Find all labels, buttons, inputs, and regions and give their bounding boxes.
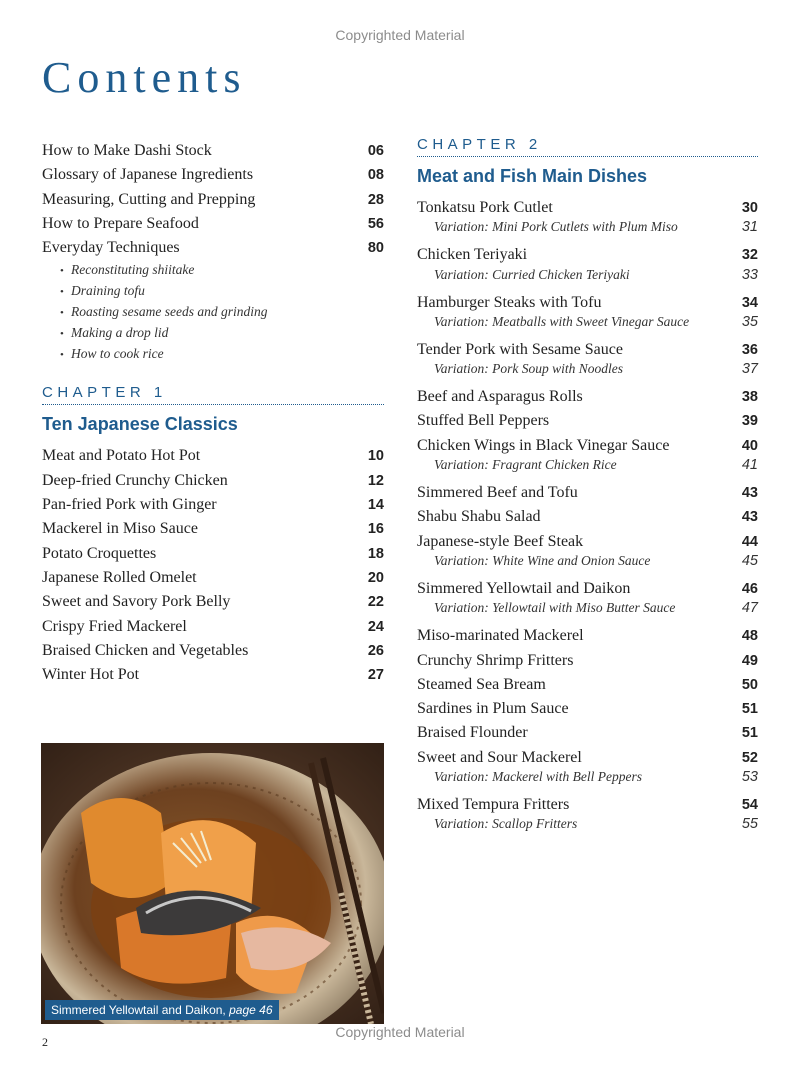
- toc-entry-title: Chicken Wings in Black Vinegar Sauce: [417, 436, 670, 454]
- toc-entry[interactable]: [42, 212, 384, 236]
- toc-variation-title: Variation: Mini Pork Cutlets with Plum Miso: [434, 219, 678, 235]
- toc-entry-title: Simmered Beef and Tofu: [417, 484, 578, 502]
- chapter-1-section: [42, 384, 384, 687]
- toc-entry-title: Braised Chicken and Vegetables: [42, 641, 249, 659]
- chapter-2-entries: [417, 196, 758, 834]
- toc-entry-page: 06: [367, 143, 384, 159]
- toc-entry[interactable]: [417, 649, 758, 673]
- toc-entry-title: Mackerel in Miso Sauce: [42, 520, 198, 538]
- technique-item: [60, 281, 384, 302]
- toc-entry[interactable]: [42, 163, 384, 187]
- toc-variation-page: 31: [741, 219, 758, 236]
- toc-entry-page: 24: [367, 618, 384, 635]
- photo-caption-dish: Simmered Yellowtail and Daikon,: [51, 1003, 226, 1017]
- page-title: Contents: [42, 53, 247, 102]
- toc-entry-page: 27: [367, 667, 384, 684]
- toc-entry-title: Pan-fried Pork with Ginger: [42, 496, 217, 514]
- toc-entry-title: Tonkatsu Pork Cutlet: [417, 199, 553, 216]
- toc-variation-page: 35: [741, 313, 758, 330]
- toc-entry-title: Stuffed Bell Peppers: [417, 412, 550, 430]
- toc-variation-title: Variation: Mackerel with Bell Peppers: [434, 769, 642, 785]
- toc-variation-title: Variation: White Wine and Onion Sauce: [434, 552, 651, 568]
- toc-entry-page: 44: [741, 533, 758, 550]
- toc-entry-page: 14: [367, 497, 384, 514]
- technique-label: Reconstituting shiitake: [71, 262, 195, 278]
- toc-entry[interactable]: [42, 615, 384, 639]
- intro-entries: [42, 139, 384, 260]
- technique-item: [60, 302, 384, 323]
- technique-item: [60, 344, 384, 365]
- toc-entry[interactable]: [42, 517, 384, 541]
- toc-entry-page: 52: [741, 749, 758, 766]
- toc-entry-title: Miso-marinated Mackerel: [417, 627, 584, 645]
- toc-variation[interactable]: [417, 455, 758, 475]
- toc-entry-page: 48: [741, 628, 758, 645]
- toc-variation-page: 41: [741, 457, 758, 474]
- watermark-bottom: Copyrighted Material: [335, 1024, 465, 1040]
- toc-variation[interactable]: [417, 359, 758, 379]
- toc-entry-title: Hamburger Steaks with Tofu: [417, 293, 602, 311]
- photo-caption: [45, 1000, 279, 1020]
- watermark-top: Copyrighted Material: [335, 27, 465, 43]
- technique-label: How to cook rice: [71, 346, 164, 362]
- toc-entry[interactable]: [42, 663, 384, 687]
- toc-entry-page: 34: [741, 294, 758, 311]
- toc-entry-page: 43: [741, 509, 758, 526]
- chapter-title: Meat and Fish Main Dishes: [417, 166, 648, 186]
- toc-entry-page: 10: [367, 448, 384, 465]
- technique-item: [60, 323, 384, 344]
- toc-entry-page: 08: [367, 167, 384, 184]
- techniques-list: [42, 260, 384, 365]
- toc-entry[interactable]: [42, 188, 384, 212]
- toc-variation[interactable]: [417, 814, 758, 834]
- toc-entry-title: How to Make Dashi Stock: [42, 142, 212, 159]
- toc-entry-title: Japanese-style Beef Steak: [417, 532, 584, 550]
- toc-variation-title: Variation: Pork Soup with Noodles: [434, 361, 623, 377]
- toc-entry-page: 51: [741, 701, 758, 718]
- toc-variation-title: Variation: Curried Chicken Teriyaki: [434, 266, 630, 282]
- toc-entry[interactable]: [42, 639, 384, 663]
- toc-entry-page: 36: [741, 341, 758, 358]
- toc-entry[interactable]: [42, 590, 384, 614]
- toc-entry-page: 22: [367, 594, 384, 611]
- toc-entry-page: 18: [367, 545, 384, 562]
- toc-entry-page: 54: [741, 797, 758, 814]
- toc-variation[interactable]: [417, 265, 758, 285]
- toc-entry-title: Beef and Asparagus Rolls: [417, 388, 583, 406]
- photo-caption-page: page 46: [229, 1003, 273, 1017]
- bullet-icon: •: [60, 349, 64, 362]
- toc-entry-page: 80: [367, 240, 384, 257]
- toc-entry-page: 51: [741, 725, 758, 742]
- toc-entry-title: Simmered Yellowtail and Daikon: [417, 579, 631, 597]
- toc-entry-page: 32: [741, 247, 758, 264]
- toc-entry[interactable]: [417, 624, 758, 648]
- toc-entry-page: 12: [367, 472, 384, 489]
- toc-entry[interactable]: [42, 542, 384, 566]
- toc-entry-title: Mixed Tempura Fritters: [417, 796, 570, 814]
- toc-entry[interactable]: [417, 409, 758, 433]
- toc-entry-page: 56: [367, 215, 384, 232]
- bullet-icon: •: [60, 286, 64, 299]
- toc-entry-title: Steamed Sea Bream: [417, 675, 546, 693]
- toc-entry[interactable]: [417, 721, 758, 745]
- toc-entry[interactable]: [417, 481, 758, 505]
- toc-entry-page: 26: [367, 642, 384, 659]
- toc-entry-title: Winter Hot Pot: [42, 666, 140, 684]
- toc-entry[interactable]: [42, 469, 384, 493]
- toc-variation-title: Variation: Scallop Fritters: [434, 816, 578, 832]
- toc-variation-title: Variation: Fragrant Chicken Rice: [434, 457, 617, 473]
- right-column: [417, 136, 758, 840]
- toc-variation-page: 37: [741, 361, 758, 378]
- toc-entry[interactable]: [42, 493, 384, 517]
- toc-entry-title: Braised Flounder: [417, 724, 528, 742]
- toc-variation[interactable]: [417, 312, 758, 332]
- toc-entry-page: 30: [741, 200, 758, 216]
- chapter-title: Ten Japanese Classics: [42, 414, 238, 435]
- toc-variation-title: Variation: Yellowtail with Miso Butter Sauce: [434, 600, 676, 616]
- chapter-label: CHAPTER 1: [42, 384, 384, 405]
- food-photo: [41, 743, 384, 1024]
- toc-variation-page: 45: [741, 552, 758, 569]
- toc-entry-title: Japanese Rolled Omelet: [42, 568, 197, 586]
- toc-entry-title: Chicken Teriyaki: [417, 246, 528, 264]
- toc-entry-title: Everyday Techniques: [42, 239, 180, 257]
- toc-entry-title: Sardines in Plum Sauce: [417, 700, 569, 718]
- toc-entry[interactable]: [42, 566, 384, 590]
- left-column: [42, 139, 384, 687]
- page-number: 2: [42, 1035, 48, 1049]
- toc-entry-page: 49: [741, 652, 758, 669]
- toc-variation[interactable]: [417, 551, 758, 571]
- toc-variation-page: 55: [741, 816, 758, 833]
- toc-entry[interactable]: [417, 673, 758, 697]
- toc-entry-page: 39: [741, 413, 758, 430]
- toc-entry-title: Measuring, Cutting and Prepping: [42, 190, 256, 208]
- toc-variation-title: Variation: Meatballs with Sweet Vinegar Sauce: [434, 313, 690, 329]
- bullet-icon: •: [60, 328, 64, 341]
- chapter-1-entries: [42, 444, 384, 687]
- toc-entry[interactable]: [417, 505, 758, 529]
- chapter-label: CHAPTER 2: [417, 136, 758, 157]
- toc-variation-page: 33: [741, 266, 758, 283]
- technique-item: [60, 260, 384, 281]
- toc-entry-title: Crunchy Shrimp Fritters: [417, 651, 574, 669]
- food-photo-illustration: [41, 743, 384, 1024]
- toc-entry-page: 38: [741, 389, 758, 406]
- toc-variation[interactable]: [417, 217, 758, 237]
- bullet-icon: •: [60, 265, 64, 278]
- toc-entry-title: Tender Pork with Sesame Sauce: [417, 340, 623, 358]
- toc-entry-page: 28: [367, 191, 384, 208]
- toc-entry-title: Shabu Shabu Salad: [417, 508, 541, 526]
- technique-label: Making a drop lid: [71, 325, 169, 341]
- toc-entry-page: 20: [367, 569, 384, 586]
- toc-entry[interactable]: [417, 385, 758, 409]
- toc-entry-page: 40: [741, 437, 758, 454]
- toc-variation[interactable]: [417, 767, 758, 787]
- toc-entry[interactable]: [417, 697, 758, 721]
- toc-entry-page: 16: [367, 521, 384, 538]
- toc-entry-page: 50: [741, 676, 758, 693]
- technique-label: Draining tofu: [71, 283, 145, 299]
- toc-variation-page: 47: [741, 600, 758, 617]
- toc-entry-title: Glossary of Japanese Ingredients: [42, 166, 254, 184]
- toc-variation[interactable]: [417, 598, 758, 618]
- toc-entry-page: 43: [741, 485, 758, 502]
- toc-entry-title: How to Prepare Seafood: [42, 214, 199, 232]
- toc-entry[interactable]: [42, 139, 384, 163]
- toc-entry-title: Sweet and Savory Pork Belly: [42, 593, 231, 611]
- toc-variation-page: 53: [741, 769, 758, 786]
- toc-entry-title: Deep-fried Crunchy Chicken: [42, 471, 228, 489]
- toc-entry-title: Meat and Potato Hot Pot: [42, 447, 201, 465]
- toc-entry[interactable]: [42, 444, 384, 468]
- bullet-icon: •: [60, 307, 64, 320]
- technique-label: Roasting sesame seeds and grinding: [71, 304, 268, 320]
- toc-entry-title: Potato Croquettes: [42, 544, 157, 562]
- toc-entry-title: Sweet and Sour Mackerel: [417, 748, 582, 766]
- toc-entry-page: 46: [741, 580, 758, 597]
- toc-entry[interactable]: [42, 236, 384, 260]
- toc-entry-title: Crispy Fried Mackerel: [42, 617, 187, 635]
